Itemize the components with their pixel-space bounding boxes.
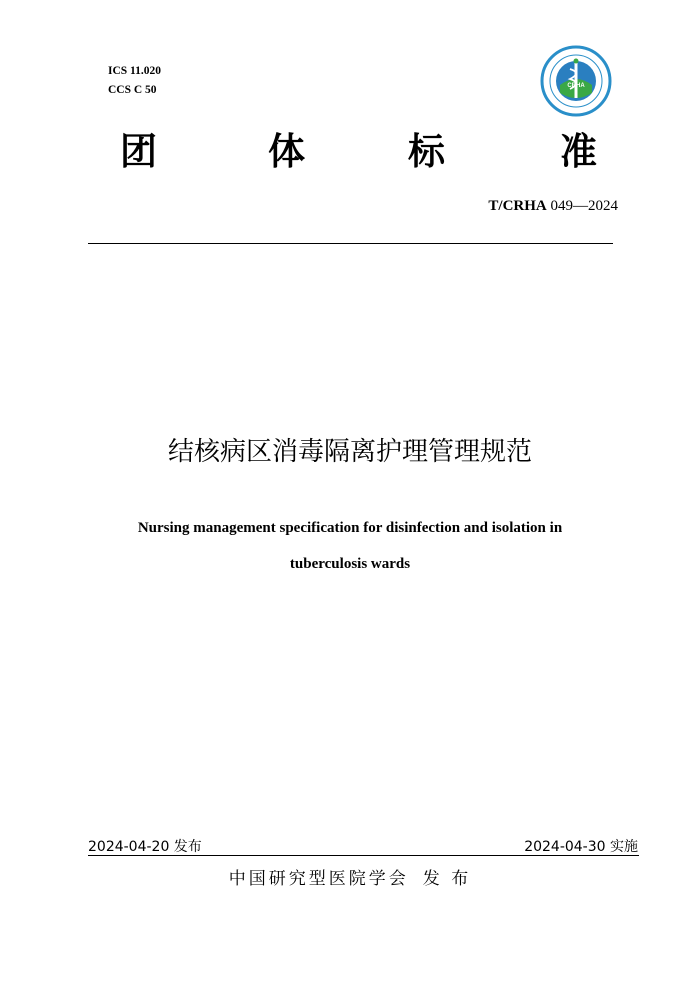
standard-number-suffix: 049—2024 <box>546 198 618 214</box>
english-title-line-1: Nursing management specification for disinfection and isolation in <box>137 520 563 536</box>
publisher-action: 发 布 <box>422 869 472 889</box>
standard-number <box>488 198 618 215</box>
english-title <box>80 510 620 582</box>
standard-number-prefix: T/CRHA <box>488 198 547 214</box>
ics-code: ICS 11.020 <box>108 65 162 77</box>
standard-type-char-4: 准 <box>560 130 597 173</box>
publisher-name: 中国研究型医院学会 <box>228 869 409 889</box>
bottom-divider <box>88 855 639 856</box>
top-divider <box>88 243 613 244</box>
effective-date: 2024-04-30 实施 <box>524 839 638 855</box>
chinese-title: 结核病区消毒隔离护理管理规范 <box>167 437 532 467</box>
crha-logo-icon <box>540 45 612 117</box>
issue-date: 2024-04-20 发布 <box>88 839 202 855</box>
standard-type-char-2: 体 <box>268 130 305 173</box>
standard-type-heading <box>120 130 600 174</box>
ccs-code: CCS C 50 <box>108 84 157 96</box>
standard-type-char-1: 团 <box>120 130 157 173</box>
standard-type-char-3: 标 <box>408 130 445 173</box>
classification-codes <box>108 62 161 100</box>
english-title-line-2: tuberculosis wards <box>289 556 411 572</box>
publisher-line <box>0 864 700 889</box>
logo-abbr: CRHA <box>567 83 585 89</box>
